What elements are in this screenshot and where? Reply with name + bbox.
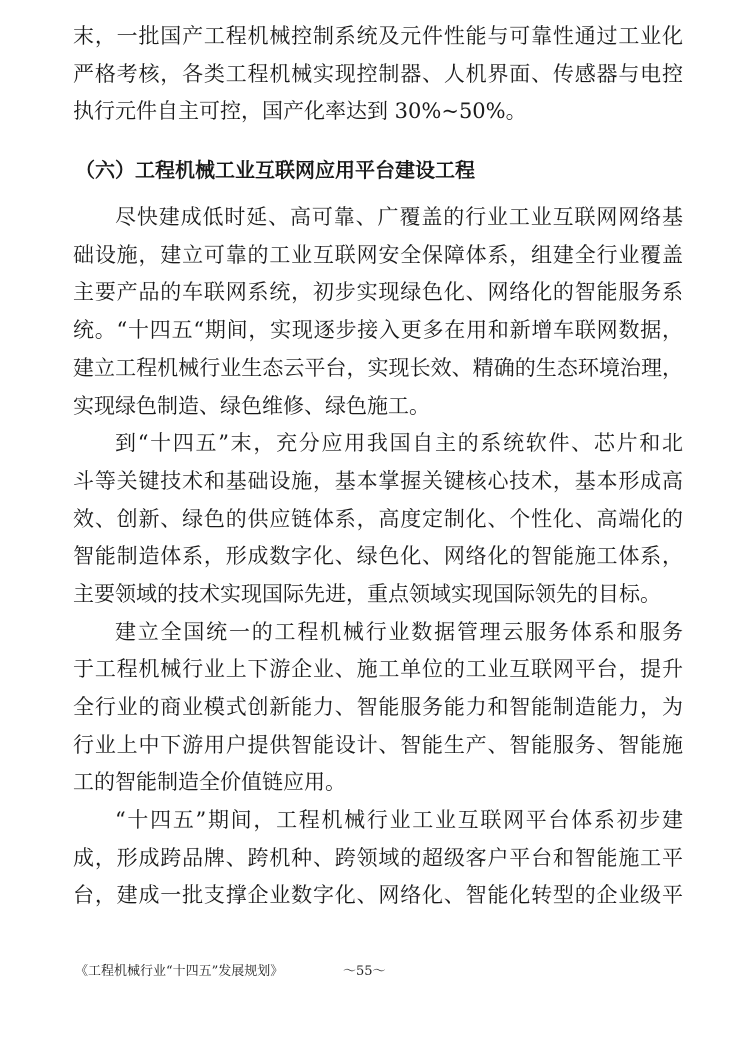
- text-line: 行业上中下游用户提供智能设计、智能生产、智能服务、智能施: [73, 732, 683, 757]
- text-line: 尽快建成低时延、高可靠、广覆盖的行业工业互联网网络基: [115, 205, 683, 230]
- page-body: [73, 18, 683, 915]
- text-line: 实现绿色制造、绿色维修、绿色施工。: [73, 393, 430, 418]
- text-line: 全行业的商业模式创新能力、智能服务能力和智能制造能力，为: [73, 695, 683, 719]
- text-line: 建立工程机械行业生态云平台，实现长效、精确的生态环境治理，: [73, 355, 683, 380]
- paragraph-4: [73, 802, 683, 915]
- text-line: 主要领域的技术实现国际先进，重点领域实现国际领先的目标。: [73, 581, 661, 606]
- text-line: 严格考核，各类工程机械实现控制器、人机界面、传感器与电控: [73, 61, 683, 86]
- text-line: 末，一批国产工程机械控制系统及元件性能与可靠性通过工业化: [73, 24, 683, 48]
- text-line: 执行元件自主可控，国产化率达到 30%~50%。: [73, 99, 527, 124]
- text-line: 主要产品的车联网系统，初步实现绿色化、网络化的智能服务系: [73, 280, 683, 305]
- paragraph-2: [73, 425, 683, 613]
- text-line: 于工程机械行业上下游企业、施工单位的工业互联网平台，提升: [73, 657, 683, 682]
- text-line: 工的智能制造全价值链应用。: [73, 770, 346, 795]
- text-line: 础设施，建立可靠的工业互联网安全保障体系，组建全行业覆盖: [73, 242, 683, 267]
- text-line: 台，建成一批支撑企业数字化、网络化、智能化转型的企业级平: [73, 883, 683, 908]
- footer-document-title: 《工程机械行业“十四五”发展规划》: [75, 964, 284, 979]
- text-line: 统。“十四五“期间，实现逐步接入更多在用和新增车联网数据，: [73, 318, 683, 343]
- paragraph-3: [73, 614, 683, 802]
- text-line: 到“十四五”末，充分应用我国自主的系统软件、芯片和北: [115, 431, 683, 456]
- text-line: 建立全国统一的工程机械行业数据管理云服务体系和服务: [115, 619, 683, 644]
- intro-paragraph: [73, 18, 683, 131]
- text-line: 智能制造体系，形成数字化、绿色化、网络化的智能施工体系，: [73, 544, 683, 569]
- page-number: ～55～: [343, 964, 386, 979]
- text-line: 效、创新、绿色的供应链体系，高度定制化、个性化、高端化的: [73, 506, 683, 531]
- paragraph-1: [73, 199, 683, 425]
- section-heading: （六）工程机械工业互联网应用平台建设工程: [75, 158, 475, 183]
- text-line: “十四五”期间，工程机械行业工业互联网平台体系初步建: [115, 808, 683, 833]
- text-line: 斗等关键技术和基础设施，基本掌握关键核心技术，基本形成高: [73, 468, 683, 493]
- text-line: 成，形成跨品牌、跨机种、跨领域的超级客户平台和智能施工平: [73, 845, 683, 870]
